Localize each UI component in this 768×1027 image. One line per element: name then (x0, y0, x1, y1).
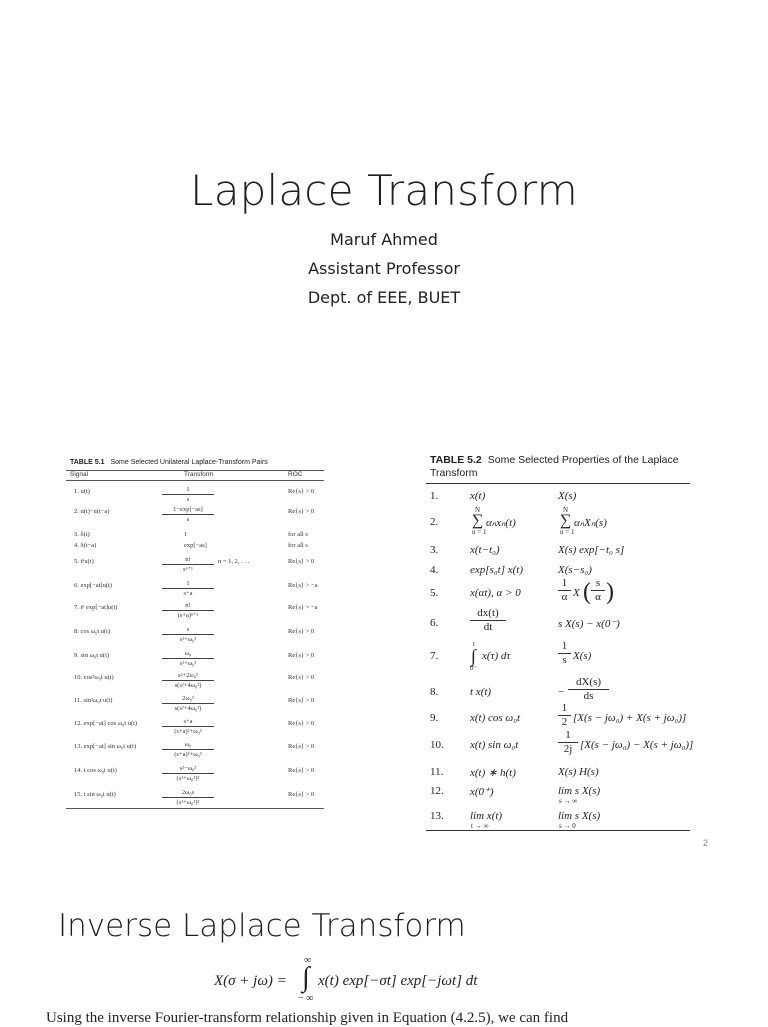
table1-row-transform (162, 555, 214, 574)
table2-row-left-numerator: dx(t) (470, 607, 506, 621)
author-name: Maruf Ahmed (330, 230, 438, 249)
table2-row-right-paren: ) (606, 579, 614, 605)
sum-upper-limit: N (563, 506, 569, 514)
table2-bottom-rule (426, 830, 690, 831)
table2-row-right-fraction-numerator: 1 (558, 640, 571, 654)
table2-row-left: x(τ) dτ (482, 650, 511, 662)
table1-row-transform-denominator: (s+a)ⁿ⁺¹ (177, 612, 199, 619)
table2-row-number: 6. (430, 617, 439, 629)
laplace-pairs-table (66, 456, 328, 812)
sum-sign-icon: ∑ (560, 512, 572, 529)
table2-top-rule (426, 483, 690, 484)
table2-row-right-argument-denominator: α (595, 591, 601, 603)
table1-row-transform-denominator: s+a (183, 590, 193, 597)
slide-title: Laplace Transform (190, 166, 578, 215)
table1-row-signal: 14. t cos ω₀t u(t) (74, 767, 117, 774)
table1-row-transform-denominator: s (186, 516, 190, 523)
table2-row-right-fraction-denominator: 2j (563, 743, 573, 755)
integral-sign-icon: ∫ (302, 962, 310, 993)
paragraph-text: Using the inverse Fourier-transform relationship given in Equation (4.2.5), we can find (46, 1010, 569, 1026)
table2-row-right-fraction-numerator: 1 (558, 729, 578, 743)
table1-row-transform-numerator: ω₀ (162, 740, 214, 750)
table2-row-right-fraction-numerator: dX(s) (568, 676, 609, 690)
integral-upper-limit: ∞ (304, 955, 312, 966)
table1-row-signal: 3. δ(t) (74, 531, 90, 538)
table2-row-right-fraction-denominator: α (561, 591, 568, 603)
table1-caption-text: Some Selected Unilateral Laplace-Transform Pairs (110, 459, 268, 466)
table1-row-transform (162, 649, 214, 668)
fourier-laplace-equation (212, 955, 542, 1005)
table1-row-transform (162, 671, 214, 690)
integral-upper-limit: t (473, 640, 475, 648)
table1-row-signal: 15. t sin ω₀t u(t) (74, 791, 116, 798)
table1-row-transform-numerator: 1−exp[−as] (162, 505, 214, 515)
table2-row-left-denominator: dt (483, 621, 493, 633)
integral-lower-limit: 0⁻ (470, 664, 478, 672)
sum-upper-limit: N (475, 506, 481, 514)
table1-row-transform (162, 740, 214, 759)
table2-row-right-fraction (558, 702, 571, 729)
table1-row-transform-numerator: n! (162, 601, 214, 611)
table1-bottom-rule (66, 808, 324, 809)
table2-row-right: X(s) H(s) (558, 766, 599, 778)
table1-row-signal: 1. u(t) (74, 488, 90, 495)
table1-row-roc: for all s (288, 542, 308, 549)
table1-row-transform (162, 579, 214, 598)
table2-row-number: 10. (430, 739, 444, 751)
table1-row-transform-denominator: sⁿ⁺¹ (183, 566, 193, 573)
table1-row-signal: 8. cos ω₀t u(t) (74, 628, 111, 635)
table1-row-transform: exp[−as] (184, 542, 207, 549)
table1-row-transform (162, 505, 214, 524)
table2-row-right-fraction-denominator: ds (583, 690, 594, 702)
table2-row-number: 2. (430, 516, 439, 528)
table1-row-roc: Re{s} > 0 (288, 674, 315, 681)
table1-row-roc: Re{s} > 0 (288, 743, 315, 750)
table1-row-roc: Re{s} > 0 (288, 558, 315, 565)
table1-row-transform (162, 717, 214, 736)
table1-row-transform-denominator: (s+a)²+ω₀² (174, 728, 202, 735)
table1-row-transform-denominator: (s²+ω₀²)² (176, 799, 200, 806)
table1-row-transform-numerator: s+a (162, 717, 214, 727)
table2-row-left: x(0⁺) (470, 786, 494, 798)
table1-header-roc: ROC (288, 471, 303, 478)
table1-row-signal: 12. exp[−at] cos ω₀t u(t) (74, 720, 138, 727)
table2-row-number: 7. (430, 650, 439, 662)
table1-row-transform (162, 788, 214, 807)
table1-caption (70, 459, 268, 466)
table2-row-right: X(s) (558, 490, 577, 502)
table1-row-transform (162, 485, 214, 504)
table1-row-signal: 4. δ(t−a) (74, 542, 97, 549)
table1-row-roc: Re{s} > 0 (288, 791, 315, 798)
table1-row-transform-denominator: (s+a)²+ω₀² (174, 751, 202, 758)
table1-row-signal: 2. u(t)−u(t−a) (74, 508, 110, 515)
table1-row-signal: 6. exp[−at]u(t) (74, 582, 112, 589)
table1-row-transform (162, 694, 214, 713)
equation-rhs: x(t) exp[−σt] exp[−jωt] dt (318, 973, 478, 989)
table1-row-transform-numerator: 1 (162, 485, 214, 495)
table1-row-transform: 1 (184, 531, 188, 538)
table2-row-right-argument (591, 577, 605, 604)
table2-row-left: x(αt), α > 0 (470, 587, 521, 599)
table1-header-transform: Transform (184, 471, 214, 478)
table2-row-right: X(s) exp[−t₀ s] (558, 544, 625, 556)
table2-row-left: lim x(t) (470, 810, 503, 822)
table2-row-right-sub: s → 0 (559, 822, 576, 830)
table1-row-transform-numerator: 1 (162, 579, 214, 589)
table2-row-right-fraction-numerator: 1 (558, 702, 571, 716)
table1-row-roc: Re{s} > 0 (288, 697, 315, 704)
table1-row-signal: 11. sin²ω₀t u(t) (74, 697, 113, 704)
table2-row-right: lim s X(s) (558, 785, 601, 797)
table2-row-right-fraction-numerator: 1 (558, 577, 571, 591)
table2-row-right-paren: ( (583, 579, 591, 605)
table1-row-transform (162, 764, 214, 783)
table2-row-left: x(t) cos ω₀t (470, 712, 521, 724)
table1-row-transform-numerator: s²−ω₀² (162, 764, 214, 774)
sum-lower-limit: n = 1 (472, 528, 487, 536)
table1-row-transform (162, 625, 214, 644)
table1-row-roc: Re{s} > −a (288, 582, 318, 589)
table2-row-left: t x(t) (470, 686, 492, 698)
table2-row-right-fraction (558, 577, 571, 604)
slide-number: 2 (703, 838, 709, 848)
table1-row-signal: 13. exp[−at] sin ω₀t u(t) (74, 743, 137, 750)
laplace-properties-table (426, 450, 694, 836)
table2-row-number: 1. (430, 490, 439, 502)
table2-row-right-sign: − (558, 686, 565, 698)
table2-caption (430, 454, 692, 480)
table2-row-number: 5. (430, 587, 439, 599)
table2-row-left: αₙxₙ(t) (486, 517, 516, 529)
table2-row-right-fraction-denominator: s (562, 654, 567, 666)
table1-row-transform-numerator: n! (162, 555, 214, 565)
table1-row-transform-numerator: ω₀ (162, 649, 214, 659)
table2-row-number: 13. (430, 810, 444, 822)
sum-lower-limit: n = 1 (560, 528, 575, 536)
author-affiliation: Dept. of EEE, BUET (307, 288, 461, 307)
table1-row-roc: Re{s} > 0 (288, 488, 315, 495)
table1-row-roc: Re{s} > −a (288, 604, 318, 611)
table2-row-right-sub: s → ∞ (559, 797, 578, 805)
table2-row-left: exp[s₀t] x(t) (470, 564, 524, 576)
table2-row-number: 4. (430, 564, 439, 576)
equation-lhs: X(σ + jω) = (214, 973, 287, 989)
table1-row-signal: 10. cos²ω₀t u(t) (74, 674, 114, 681)
table1-header-rule (66, 480, 324, 481)
table2-row-right-fraction (558, 729, 578, 756)
table1-header-signal: Signal (70, 471, 89, 478)
table2-row-right: [X(s − jω₀) − X(s + jω₀)] (580, 739, 694, 751)
integral-sign-icon: ∫ (471, 646, 476, 666)
table2-row-right: s X(s) − x(0⁻) (558, 618, 620, 630)
table1-row-transform-numerator: s (162, 625, 214, 635)
table2-row-number: 12. (430, 785, 444, 797)
table1-row-transform-note: n = 1, 2, . . . (218, 558, 250, 565)
table1-row-roc: Re{s} > 0 (288, 767, 315, 774)
table1-row-transform-denominator: s(s²+4ω₀²) (174, 682, 202, 689)
table1-row-roc: Re{s} > 0 (288, 628, 315, 635)
table1-row-signal: 9. sin ω₀t u(t) (74, 652, 110, 659)
table1-row-transform-denominator: (s²+ω₀²)² (176, 775, 200, 782)
table2-row-number: 3. (430, 544, 439, 556)
table1-row-transform-denominator: s²+ω₀² (179, 636, 197, 643)
section-title: Inverse Laplace Transform (58, 908, 466, 944)
table1-row-roc: Re{s} > 0 (288, 508, 315, 515)
table2-label: TABLE 5.2 (430, 454, 482, 466)
table2-row-right-argument-numerator: s (591, 577, 605, 591)
table2-row-right-fraction (568, 676, 609, 703)
table1-row-transform-denominator: s (186, 496, 190, 503)
table2-row-left: x(t−t₀) (470, 544, 500, 556)
table1-row-roc: Re{s} > 0 (288, 652, 315, 659)
table2-row-left: x(t) sin ω₀t (470, 739, 519, 751)
table2-row-left-sub: t → ∞ (471, 822, 489, 830)
table1-row-transform-numerator: s²+2ω₀² (162, 671, 214, 681)
table2-row-right-fraction (558, 640, 571, 667)
author-position: Assistant Professor (308, 259, 460, 278)
integral-lower-limit: − ∞ (298, 993, 314, 1004)
table2-row-right: X(s−s₀) (558, 564, 592, 576)
table1-label: TABLE 5.1 (70, 459, 105, 466)
table2-row-right: lim s X(s) (558, 810, 601, 822)
table2-row-number: 8. (430, 686, 439, 698)
table2-row-number: 9. (430, 712, 439, 724)
table2-row-right: αₙXₙ(s) (574, 517, 607, 529)
table2-caption-text: Some Selected Properties of the Laplace Transform (430, 454, 679, 479)
table1-row-signal: 7. tⁿ exp[−at]u(t) (74, 604, 118, 611)
sum-sign-icon: ∑ (472, 512, 484, 529)
table2-row-right: X (573, 587, 580, 599)
table1-row-transform-denominator: s(s²+4ω₀²) (174, 705, 202, 712)
table1-row-roc: for all s (288, 531, 308, 538)
table1-row-signal: 5. tⁿu(t) (74, 558, 94, 565)
table2-row-left: x(t) ∗ h(t) (470, 767, 516, 779)
table2-row-left: x(t) (470, 490, 486, 502)
table2-row-right-fraction-denominator: 2 (561, 716, 568, 728)
table2-row-right: [X(s − jω₀) + X(s + jω₀)] (573, 712, 687, 724)
table1-row-transform-numerator: 2ω₀² (162, 694, 214, 704)
table1-row-roc: Re{s} > 0 (288, 720, 315, 727)
table2-row-number: 11. (430, 766, 444, 778)
table2-row-left (470, 607, 506, 634)
table1-row-transform (162, 601, 214, 620)
table1-row-transform-numerator: 2ω₀s (162, 788, 214, 798)
table1-row-transform-denominator: s²+ω₀² (179, 660, 197, 667)
table2-row-right: X(s) (573, 650, 592, 662)
